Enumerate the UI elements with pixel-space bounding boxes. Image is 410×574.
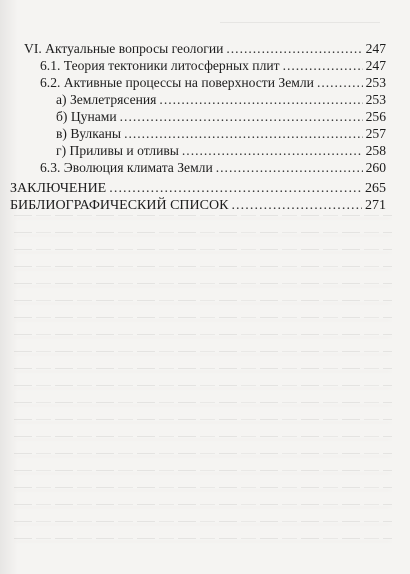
toc-entry-6-3 [40,159,386,176]
dot-leader [109,180,362,197]
toc-entry-label: 6.3. Эволюция климата Земли [40,160,213,175]
dot-leader [317,74,363,91]
dot-leader [216,159,363,176]
toc-entry-page: 253 [365,75,386,90]
bleed-through-text [14,215,392,555]
toc-entry-label: г) Приливы и отливы [56,143,179,158]
dot-leader [182,142,363,159]
toc-entry-chapter-6 [24,40,386,57]
bleed-through-mark [220,22,380,23]
toc-entry-conclusion [10,180,386,197]
toc-entry-page: 260 [365,160,386,175]
toc-entry-6-1 [40,57,386,74]
dot-leader [159,91,362,108]
dot-leader [283,57,363,74]
toc-entry-bibliography [10,197,386,214]
toc-entry-page: 256 [365,109,386,124]
toc-entry-label: в) Вулканы [56,126,122,141]
toc-entry-label: ЗАКЛЮЧЕНИЕ [10,181,107,196]
toc-entry-label: а) Землетрясения [56,92,157,107]
toc-entry-6-2-v [56,125,386,142]
toc-entry-page: 247 [365,41,386,56]
toc-entry-6-2-a [56,91,386,108]
dot-leader [120,108,363,125]
toc-entry-label: б) Цунами [56,109,117,124]
dot-leader [231,197,362,214]
toc-entry-6-2 [40,74,386,91]
toc-entry-label: 6.2. Активные процессы на поверхности Земли [40,75,314,90]
toc-entry-label: 6.1. Теория тектоники литосферных плит [40,58,280,73]
toc-entry-label: VI. Актуальные вопросы геологии [24,41,224,56]
toc-entry-label: БИБЛИОГРАФИЧЕСКИЙ СПИСОК [10,198,229,213]
toc-entry-page: 257 [365,126,386,141]
toc-entry-6-2-g [56,142,386,159]
dot-leader [226,40,362,57]
toc-entry-page: 271 [365,198,386,213]
toc-entry-page: 258 [365,143,386,158]
toc-entry-page: 253 [365,92,386,107]
toc-entry-6-2-b [56,108,386,125]
toc-entry-page: 265 [365,181,386,196]
dot-leader [124,125,363,142]
toc-entry-page: 247 [365,58,386,73]
